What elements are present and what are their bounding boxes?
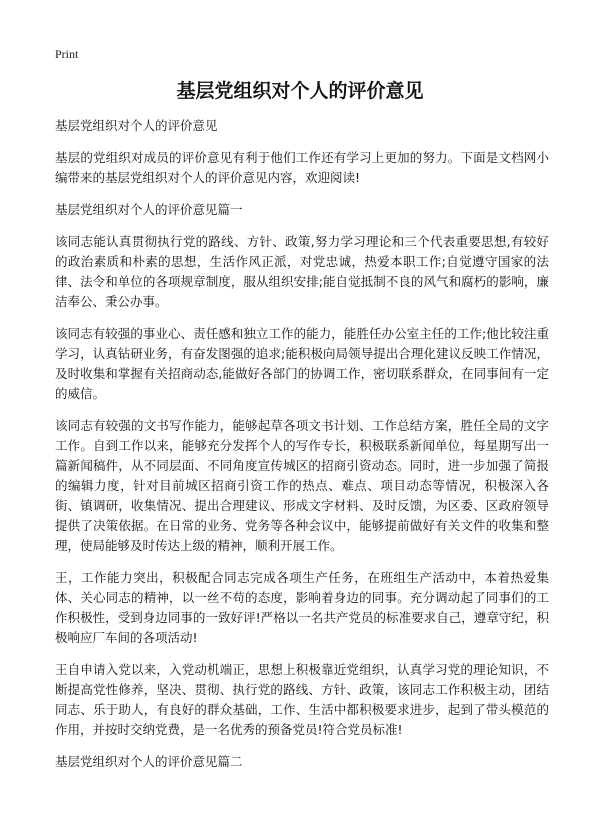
paragraph: 王，工作能力突出，积极配合同志完成各项生产任务，在班组生产活动中，本着热爱集体、关心同志的精神，以一丝不苟的态度，影响着身边的同事。充分调动起了同事们的工作积极性，受到身边同事的一致好评!严格以一名共产党员的标准要求自己，遵章守纪，积极响应厂车间的各项活动! (55, 570, 549, 645)
document-body (55, 116, 549, 784)
paragraph: 该同志能认真贯彻执行党的路线、方针、政策,努力学习理论和三个代表重要思想,有较好的政治素质和朴素的思想，生活作风正派，对党忠诚，热爱本职工作;自觉遵守国家的法律、法令和单位的各项规章制度，服从组织安排;能自觉抵制不良的风气和腐朽的影响，廉洁奉公、秉公办事。 (55, 234, 549, 309)
section-heading: 基层党组织对个人的评价意见 (55, 118, 218, 133)
paragraph: 该同志有较强的事业心、责任感和独立工作的能力，能胜任办公室主任的工作;他比较注重学习，认真钻研业务，有奋发图强的追求;能积极向局领导提出合理化建议反映工作情况，及时收集和掌握有关招商动态,能做好各部门的协调工作，密切联系群众，在同事间有一定的威信。 (55, 326, 549, 401)
paragraph: 基层的党组织对成员的评价意见有利于他们工作还有学习上更加的努力。下面是文档网小编带来的基层党组织对个人的评价意见内容，欢迎阅读! (55, 150, 549, 185)
page-title: 基层党组织对个人的评价意见 (176, 80, 424, 102)
paragraph: 王自申请入党以来，入党动机端正，思想上积极靠近党组织，认真学习党的理论知识，不断提高党性修养，坚决、贯彻、执行党的路线、方针、政策，该同志工作积极主动，团结同志、乐于助人，有良好的群众基础，工作、生活中都积极要求进步，起到了带头模范的作用，并按时交纳党费，是一名优秀的预备党员!符合党员标准! (55, 662, 549, 737)
section-heading: 基层党组织对个人的评价意见篇二 (55, 754, 243, 769)
section-heading: 基层党组织对个人的评价意见篇一 (55, 202, 243, 217)
paragraph: 该同志有较强的文书写作能力，能够起草各项文书计划、工作总结方案，胜任全局的文字工作。自到工作以来，能够充分发挥个人的写作专长，积极联系新闻单位，每星期写出一篇新闻稿件，从不同层面、不同角度宣传城区的招商引资动态。同时，进一步加强了简报的编辑力度，针对目前城区招商引资工作的热点、难点、项目动态等情况，积极深入各街、镇调研，收集情况、提出合理建议、形成文字材料、及时反馈，为区委、区政府领导提供了决策依据。在日常的业务、党务等各种会议中，能够提前做好有关文件的收集和整理，使局能够及时传达上级的精神，顺利开展工作。 (55, 418, 549, 553)
print-link[interactable]: Print (55, 47, 79, 61)
